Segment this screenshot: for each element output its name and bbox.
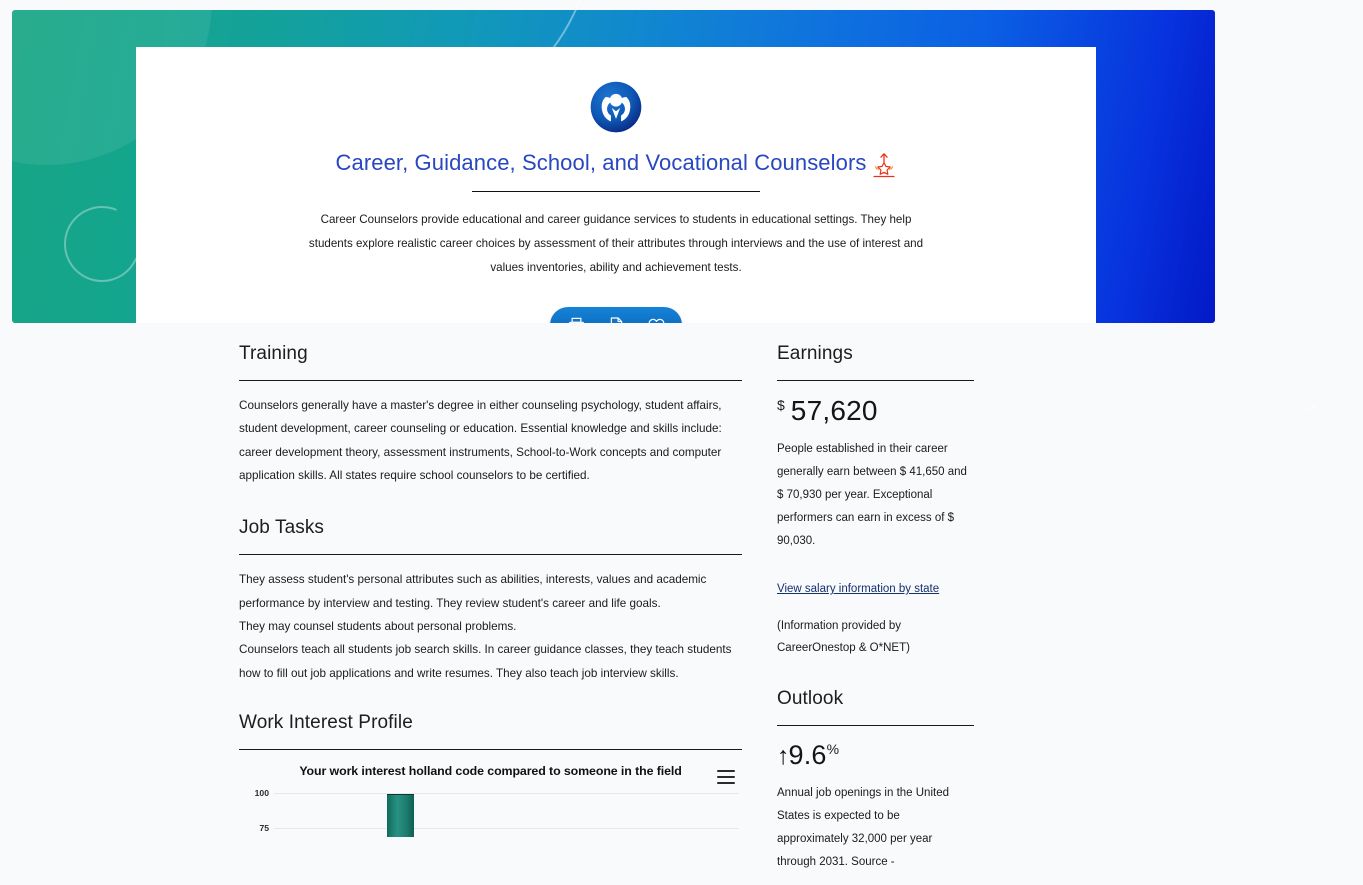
left-column: [239, 342, 742, 837]
title-divider: [472, 191, 760, 192]
chart-bar[interactable]: [387, 794, 414, 837]
page-title: Career, Guidance, School, and Vocational Counselors: [335, 150, 867, 175]
median-earnings-value: 57,620: [790, 394, 878, 426]
career-description: Career Counselors provide educational and career guidance services to students in educational settings. They help students explore realistic career choices by assessment of their attributes through interviews and the use of interest and values inventories, ability and achievement tests.: [308, 213, 924, 274]
hero-banner: [12, 10, 1215, 323]
earnings-divider: [777, 380, 974, 381]
job-tasks-heading: Job Tasks: [239, 517, 325, 539]
career-title-row: [336, 151, 897, 179]
salary-by-state-link[interactable]: View salary information by state: [777, 583, 940, 596]
logo-wrapper: [589, 80, 643, 134]
job-tasks-divider: [239, 554, 742, 555]
outlook-figure: [777, 740, 974, 771]
bright-outlook-star-icon: [872, 153, 896, 179]
earnings-figure: [777, 395, 974, 427]
work-interest-profile-heading: Work Interest Profile: [239, 712, 413, 734]
job-task-paragraph: Counselors teach all students job search skills. In career guidance classes, they teach students how to fill out job applications and write resumes. They also teach job interview skills.: [239, 643, 732, 680]
career-header-card: [136, 47, 1096, 323]
chart-title: Your work interest holland code compared to someone in the field: [299, 763, 682, 778]
training-heading: Training: [239, 343, 308, 364]
caring-hands-logo-icon: [589, 80, 643, 134]
outlook-heading: Outlook: [777, 687, 844, 709]
main-content: [0, 323, 1305, 868]
work-interest-chart: [239, 762, 742, 837]
earnings-paragraph: People established in their career generally earn between $ 41,650 and $ 70,930 per year. Exceptional performers can earn in excess of $ 90,030.: [777, 442, 967, 547]
training-paragraph: Counselors generally have a master's degree in either counseling psychology, student affairs, student development, career counseling or education. Essential knowledge and skills include: career development theory, assessment instruments, School-to-Work concepts and computer application skills. All states require school counselors to be certified.: [239, 398, 722, 482]
job-task-paragraph: They may counsel students about personal problems.: [239, 619, 517, 633]
earnings-source-note: (Information provided by CareerOnestop & O*NET): [777, 620, 910, 654]
gridline-75: [274, 828, 739, 829]
gridline-100: [274, 793, 739, 794]
y-axis-tick-label: 75: [259, 822, 269, 833]
outlook-growth-value: 9.6: [788, 739, 827, 770]
hamburger-menu-icon[interactable]: [717, 770, 735, 784]
trend-up-arrow-icon: ↑: [777, 741, 790, 770]
outlook-paragraph: Annual job openings in the United States is expected to be approximately 32,000 per year through 2031. Source -: [777, 786, 949, 868]
currency-symbol: $: [777, 396, 785, 413]
right-column: [777, 342, 974, 885]
y-axis-tick-label: 100: [254, 787, 269, 798]
training-divider: [239, 380, 742, 381]
chart-plot-area: [239, 787, 742, 837]
percent-symbol: %: [826, 740, 840, 757]
work-interest-profile-divider: [239, 749, 742, 750]
outlook-divider: [777, 725, 974, 726]
job-task-paragraph: They assess student's personal attributes such as abilities, interests, values and academic performance by interview and testing. They review student's career and life goals.: [239, 573, 707, 610]
earnings-heading: Earnings: [777, 343, 853, 364]
